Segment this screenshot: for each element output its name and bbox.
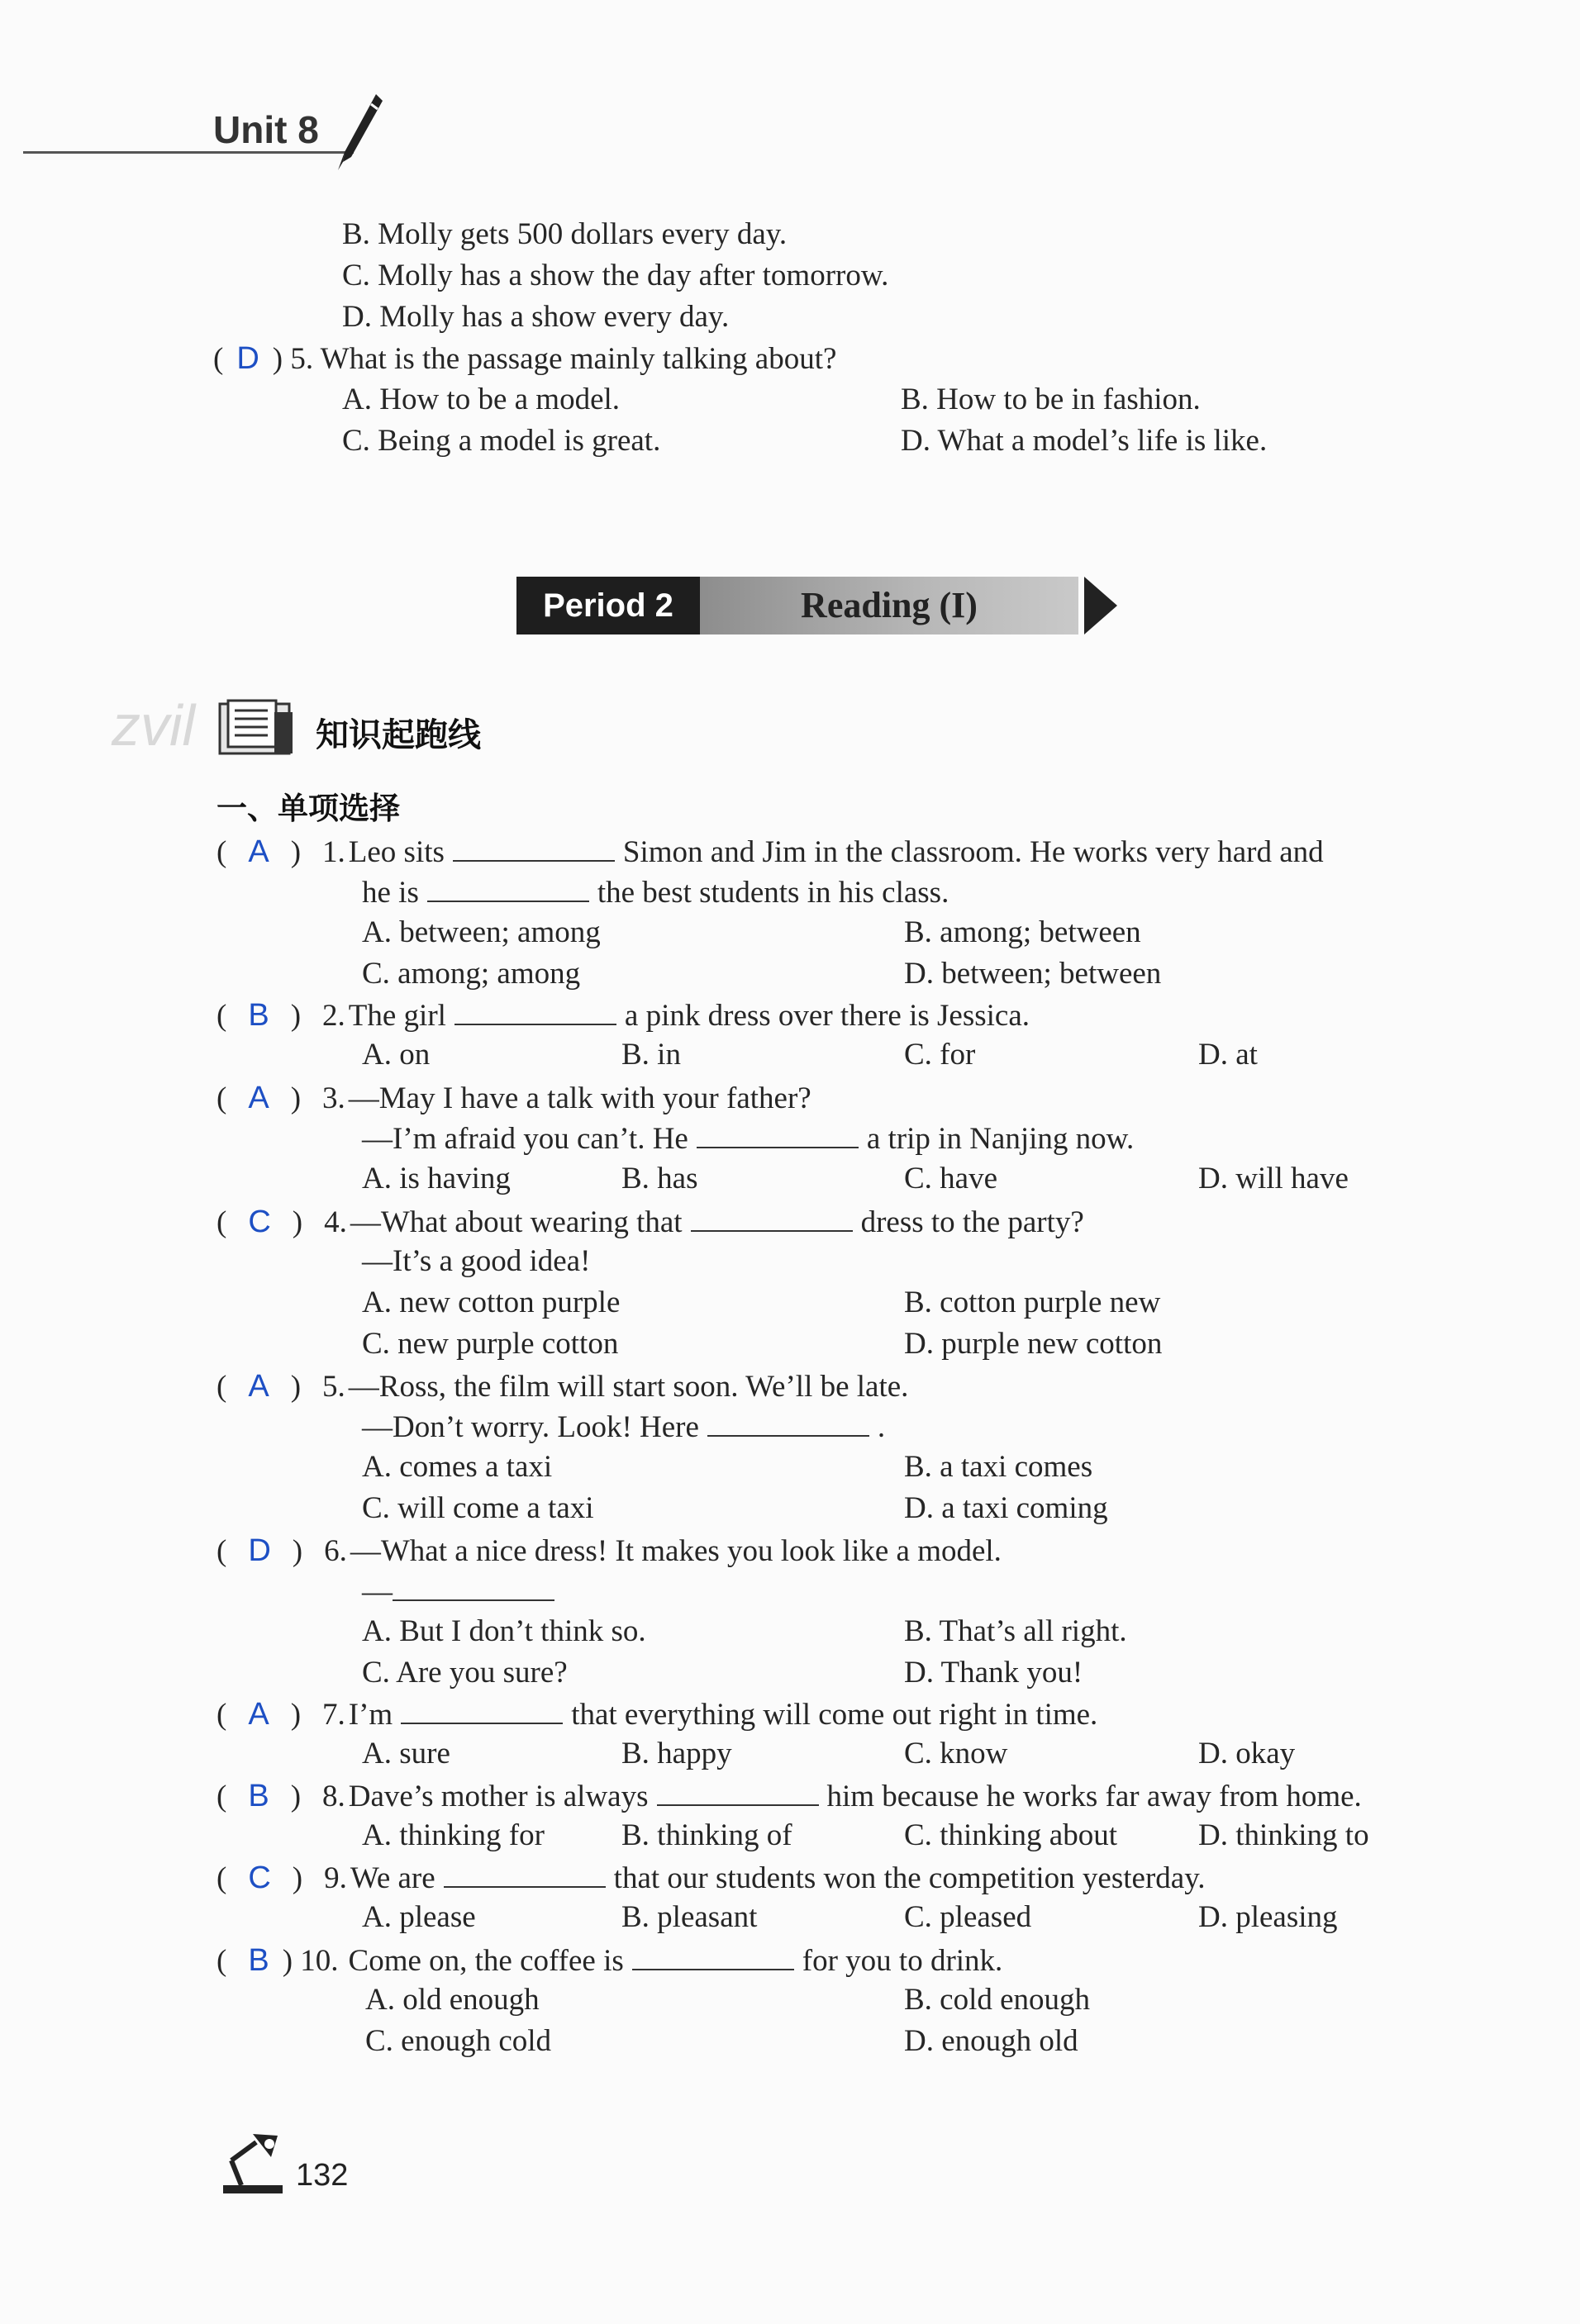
question-text: Leo sits xyxy=(348,835,445,869)
q1-option-b: B. among; between xyxy=(904,915,1141,949)
q1-option-a: A. between; among xyxy=(362,915,601,949)
prev-q5-option-a: A. How to be a model. xyxy=(342,383,621,416)
question-5: ( A ) 5. —Ross, the film will start soon. We’ll be late. xyxy=(217,1369,909,1404)
watermark-text: zvil xyxy=(112,693,196,758)
question-text: I’m xyxy=(348,1698,393,1732)
q1-option-c: C. among; among xyxy=(362,957,581,991)
q9-option-a: A. please xyxy=(362,1900,476,1934)
q4-option-d: D. purple new cotton xyxy=(904,1327,1163,1361)
question-3-line-2 xyxy=(362,1122,1134,1154)
q3-option-b: B. has xyxy=(621,1162,698,1195)
q7-option-a: A. sure xyxy=(362,1737,450,1770)
question-text: Simon and Jim in the classroom. He works very hard and xyxy=(622,835,1324,869)
answer-mark: C xyxy=(248,1861,271,1895)
answer-blank[interactable] xyxy=(444,1861,606,1888)
question-text: dress to the party? xyxy=(860,1205,1084,1239)
answer-mark: B xyxy=(248,1943,269,1978)
answer-blank[interactable] xyxy=(401,1698,563,1724)
answer-mark: D xyxy=(248,1533,271,1568)
question-6: ( D ) 6. —What a nice dress! It makes you look like a model. xyxy=(217,1533,1002,1568)
question-text: the best students in his class. xyxy=(597,876,949,910)
answer-blank[interactable] xyxy=(691,1205,853,1232)
prev-q5-option-d: D. What a model’s life is like. xyxy=(901,424,1268,458)
period-title: Reading (I) xyxy=(801,585,978,625)
period-label-box xyxy=(516,577,700,634)
question-4: ( C ) 4. —What about wearing that dress to the party? xyxy=(217,1205,1084,1239)
q8-option-b: B. thinking of xyxy=(621,1818,792,1852)
q6-option-a: A. But I don’t think so. xyxy=(362,1614,646,1648)
q10-option-a: A. old enough xyxy=(365,1983,540,2017)
answer-blank[interactable] xyxy=(707,1410,869,1437)
question-4-line-2: —It’s a good idea! xyxy=(362,1244,591,1278)
question-text: him because he works far away from home. xyxy=(826,1780,1362,1813)
answer-mark: A xyxy=(248,1081,269,1115)
book-icon xyxy=(217,699,297,758)
q1-option-d: D. between; between xyxy=(904,957,1162,991)
q8-option-c: C. thinking about xyxy=(904,1818,1117,1852)
q5-option-d: D. a taxi coming xyxy=(904,1491,1108,1525)
question-10: ( B ) 10. Come on, the coffee is for you to drink. xyxy=(217,1943,1003,1978)
q2-option-b: B. in xyxy=(621,1038,681,1072)
prev-question-5: ( D ) 5. What is the passage mainly talking about? xyxy=(213,341,837,376)
question-1-line-2 xyxy=(362,876,949,908)
section-subtitle: 一、单项选择 xyxy=(217,791,400,825)
q4-option-c: C. new purple cotton xyxy=(362,1327,619,1361)
answer-mark: C xyxy=(248,1205,271,1239)
answer-blank[interactable] xyxy=(657,1780,819,1806)
answer-mark: D xyxy=(236,341,259,376)
question-6-line-2 xyxy=(362,1575,563,1607)
question-number: 1. xyxy=(322,835,345,869)
question-number: ) 10. xyxy=(282,1944,339,1978)
unit-label: Unit 8 xyxy=(213,108,319,151)
answer-blank[interactable] xyxy=(632,1944,794,1970)
desk-lamp-icon xyxy=(217,2127,289,2195)
question-1: ( A ) 1. Leo sits Simon and Jim in the classroom. He works very hard and xyxy=(217,834,1324,869)
period-title-box xyxy=(700,577,1078,634)
q2-option-d: D. at xyxy=(1198,1038,1258,1072)
q8-option-a: A. thinking for xyxy=(362,1818,545,1852)
banner-arrow-icon xyxy=(1084,577,1126,634)
q2-option-a: A. on xyxy=(362,1038,431,1072)
q6-option-b: B. That’s all right. xyxy=(904,1614,1127,1648)
question-number: 4. xyxy=(324,1205,347,1239)
question-number: 3. xyxy=(322,1081,345,1115)
question-3: ( A ) 3. —May I have a talk with your father? xyxy=(217,1081,811,1115)
answer-blank[interactable] xyxy=(454,999,616,1025)
question-text: . xyxy=(877,1410,886,1444)
q7-option-d: D. okay xyxy=(1198,1737,1296,1770)
question-text: that everything will come out right in time. xyxy=(571,1698,1098,1732)
question-7: ( A ) 7. I’m that everything will come out right in time. xyxy=(217,1697,1098,1732)
question-text: —What about wearing that xyxy=(350,1205,683,1239)
question-text: —Don’t worry. Look! Here xyxy=(362,1410,699,1444)
q8-option-d: D. thinking to xyxy=(1198,1818,1369,1852)
answer-blank[interactable] xyxy=(393,1575,554,1601)
question-text: The girl xyxy=(348,999,446,1033)
question-number: 8. xyxy=(322,1780,345,1813)
period-label: Period xyxy=(543,587,646,624)
q4-option-a: A. new cotton purple xyxy=(362,1286,621,1319)
prev-q5-option-c: C. Being a model is great. xyxy=(342,424,661,458)
q3-option-a: A. is having xyxy=(362,1162,511,1195)
question-text: —Ross, the film will start soon. We’ll be late. xyxy=(348,1370,909,1404)
period-number: 2 xyxy=(654,587,673,624)
q5-option-c: C. will come a taxi xyxy=(362,1491,594,1525)
answer-mark: B xyxy=(248,1779,269,1813)
question-text: —I’m afraid you can’t. He xyxy=(362,1122,688,1156)
section-title: 知识起跑线 xyxy=(316,717,481,753)
question-text: Come on, the coffee is xyxy=(348,1944,624,1978)
q3-option-d: D. will have xyxy=(1198,1162,1349,1195)
prev-option-c: C. Molly has a show the day after tomorrow. xyxy=(342,259,889,292)
q10-option-c: C. enough cold xyxy=(365,2024,552,2058)
period-banner xyxy=(516,577,1078,634)
question-5-line-2 xyxy=(362,1410,885,1442)
question-number: 6. xyxy=(324,1534,347,1568)
question-number: 2. xyxy=(322,999,345,1033)
answer-mark: A xyxy=(248,1369,269,1404)
question-text: a trip in Nanjing now. xyxy=(866,1122,1135,1156)
q2-option-c: C. for xyxy=(904,1038,976,1072)
q5-option-a: A. comes a taxi xyxy=(362,1450,553,1484)
q7-option-c: C. know xyxy=(904,1737,1008,1770)
question-number: 5. xyxy=(322,1370,345,1404)
pen-icon xyxy=(335,91,384,173)
q9-option-d: D. pleasing xyxy=(1198,1900,1338,1934)
question-stem: ) 5. What is the passage mainly talking about? xyxy=(272,342,837,376)
question-2: ( B ) 2. The girl a pink dress over there is Jessica. xyxy=(217,998,1030,1033)
answer-mark: B xyxy=(248,998,269,1033)
q10-option-b: B. cold enough xyxy=(904,1983,1091,2017)
answer-mark: A xyxy=(248,1697,269,1732)
q7-option-b: B. happy xyxy=(621,1737,732,1770)
answer-mark: A xyxy=(248,834,269,869)
q4-option-b: B. cotton purple new xyxy=(904,1286,1161,1319)
question-text: —What a nice dress! It makes you look like a model. xyxy=(350,1534,1002,1568)
prev-q5-option-b: B. How to be in fashion. xyxy=(901,383,1201,416)
q9-option-c: C. pleased xyxy=(904,1900,1032,1934)
page-number: 132 xyxy=(296,2158,349,2193)
question-number: 9. xyxy=(324,1861,347,1895)
question-text: —May I have a talk with your father? xyxy=(348,1081,811,1115)
question-text: — xyxy=(362,1575,393,1609)
question-text: We are xyxy=(350,1861,435,1895)
question-8: ( B ) 8. Dave’s mother is always him because he works far away from home. xyxy=(217,1779,1362,1813)
q3-option-c: C. have xyxy=(904,1162,998,1195)
q5-option-b: B. a taxi comes xyxy=(904,1450,1093,1484)
answer-blank[interactable] xyxy=(427,876,589,902)
q6-option-c: C. Are you sure? xyxy=(362,1656,568,1690)
question-text: Dave’s mother is always xyxy=(348,1780,649,1813)
q10-option-d: D. enough old xyxy=(904,2024,1078,2058)
question-text: for you to drink. xyxy=(802,1944,1003,1978)
prev-option-d: D. Molly has a show every day. xyxy=(342,300,730,334)
question-number: 7. xyxy=(322,1698,345,1732)
question-text: he is xyxy=(362,876,419,910)
question-text: that our students won the competition yesterday. xyxy=(613,1861,1206,1895)
q6-option-d: D. Thank you! xyxy=(904,1656,1083,1690)
answer-blank[interactable] xyxy=(697,1122,859,1148)
q9-option-b: B. pleasant xyxy=(621,1900,758,1934)
answer-blank[interactable] xyxy=(453,835,615,862)
prev-option-b: B. Molly gets 500 dollars every day. xyxy=(342,217,788,251)
question-9: ( C ) 9. We are that our students won the competition yesterday. xyxy=(217,1861,1206,1895)
question-text: a pink dress over there is Jessica. xyxy=(624,999,1030,1033)
